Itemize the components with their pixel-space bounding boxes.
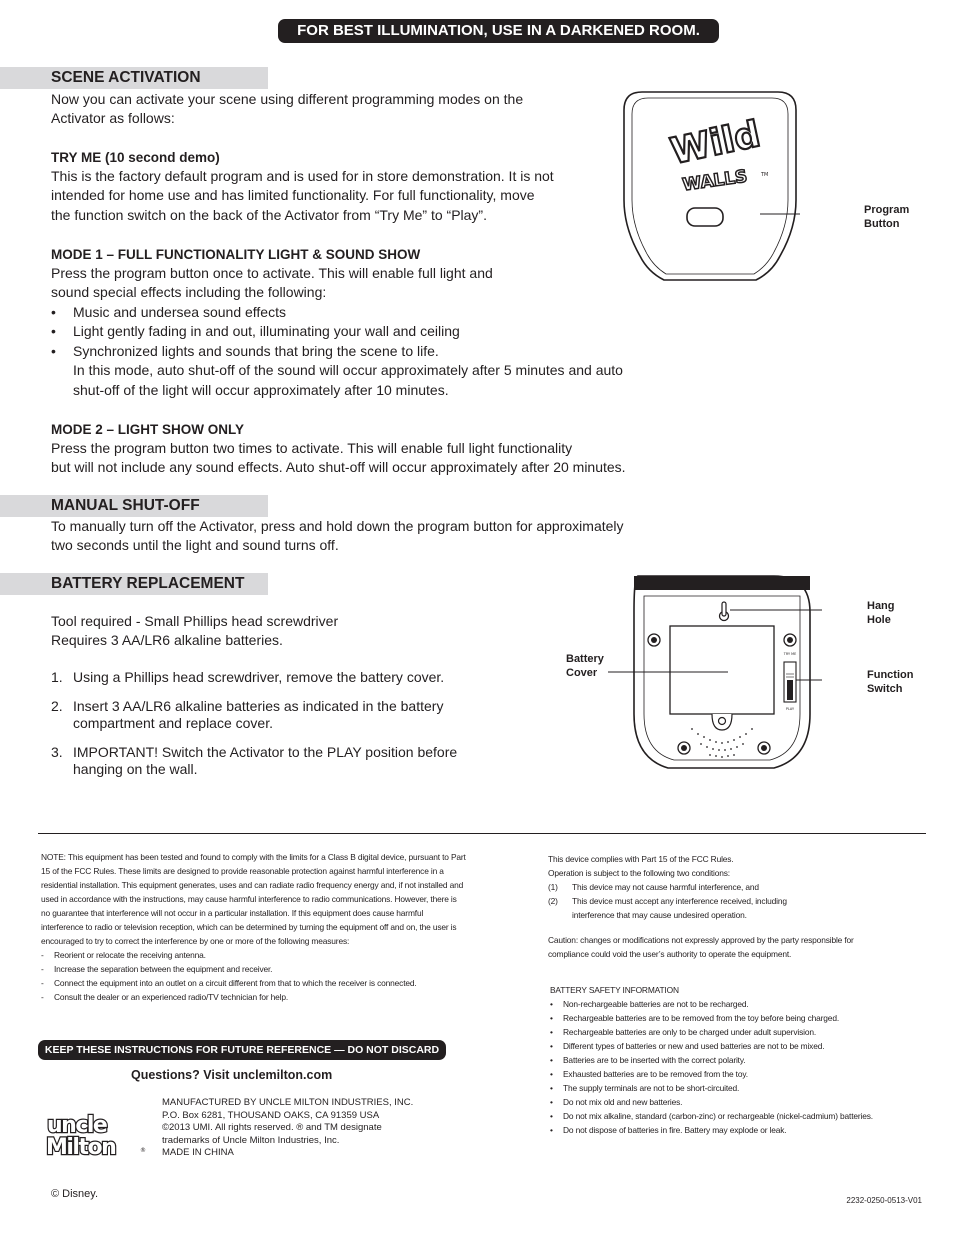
list-item <box>51 322 623 341</box>
measure-text: Connect the equipment into an outlet on a circuit different from that to which the receiver is connected. <box>54 978 417 988</box>
corner-screw-icon <box>678 742 690 754</box>
safety-item-text: Exhausted batteries are to be removed from the toy. <box>563 1069 748 1079</box>
condition-number: (2) <box>548 896 558 906</box>
fcc-note <box>41 850 466 1004</box>
step-text: Using a Phillips head screwdriver, remove the battery cover. <box>73 669 445 685</box>
program-button-callout: Program Button <box>864 204 910 230</box>
measure-text: Reorient or relocate the receiving antenna. <box>54 950 206 960</box>
switch-try-me-label: TRY ME <box>783 652 797 656</box>
compliance-condition <box>548 894 812 922</box>
list-marker: • <box>550 999 553 1009</box>
list-item <box>51 303 623 322</box>
mode2-line: Press the program button two times to activate. This will enable full light functionality <box>51 440 573 456</box>
bullet-marker: • <box>51 304 56 320</box>
disney-copyright: © Disney. <box>51 1188 99 1200</box>
program-button <box>687 208 723 226</box>
mode1-line: sound special effects including the following: <box>51 284 327 301</box>
list-marker: - <box>41 950 44 960</box>
try-me-text <box>51 167 554 225</box>
manufacturer-line: trademarks of Uncle Milton Industries, Inc. <box>162 1134 340 1146</box>
battery-requirements <box>51 612 338 651</box>
list-item <box>550 1053 920 1067</box>
condition-text: This device may not cause harmful interference, and <box>572 882 759 892</box>
battery-safety <box>550 983 920 1137</box>
list-marker: • <box>550 1083 553 1093</box>
battery-cover-callout: Battery Cover <box>566 653 604 679</box>
mode2-heading: MODE 2 – LIGHT SHOW ONLY <box>51 422 245 437</box>
activator-back-illustration <box>600 574 822 774</box>
mode1-note-line: shut-off of the light will occur approximately after 10 minutes. <box>73 381 449 398</box>
list-item <box>550 1095 920 1109</box>
list-item <box>41 948 466 962</box>
website-link[interactable]: unclemilton.com <box>232 1068 333 1082</box>
uncle-milton-logo <box>44 1112 150 1158</box>
corner-screw-icon <box>648 634 660 646</box>
fcc-note-text: NOTE: This equipment has been tested and found to comply with the limits for a Class B digital device, pursuant to Part 15 of the FCC Rules. These limits are designed to provide reasonable protection against harmful interference in a residential installation. This equipment generates, uses and can radiate radio frequency energy and, if not installed and used in accordance with the instructions, may cause harmful interference to radio communications. However, there is no guarantee that interference will not occur in a particular installation. If this equipment does cause harmful interference to radio or television reception, which can be determined by turning the equipment off and on, the user is encouraged to try to correct the interference by one or more of the following measures: <box>41 852 466 946</box>
step-text: IMPORTANT! Switch the Activator to the PLAY position before hanging on the wall. <box>73 743 458 777</box>
battery-safety-title: BATTERY SAFETY INFORMATION <box>550 985 679 995</box>
activator-front-illustration <box>620 88 800 288</box>
list-marker: - <box>41 992 44 1002</box>
list-item <box>550 1081 920 1095</box>
condition-text: This device must accept any interference received, including interference that may cause undesired operation. <box>572 896 787 920</box>
battery-steps <box>51 669 491 790</box>
scene-intro-line: Activator as follows: <box>51 110 175 127</box>
safety-item-text: Non-rechargeable batteries are not to be recharged. <box>563 999 749 1009</box>
safety-item-text: Rechargeable batteries are to be removed from the toy before being charged. <box>563 1013 839 1023</box>
top-edge <box>634 576 810 590</box>
safety-item-text: Rechargeable batteries are only to be charged under adult supervision. <box>563 1027 817 1037</box>
list-item <box>51 698 491 733</box>
list-item <box>41 990 466 1004</box>
mode1-heading: MODE 1 – FULL FUNCTIONALITY LIGHT & SOUND SHOW <box>51 247 421 262</box>
keep-instructions-banner: KEEP THESE INSTRUCTIONS FOR FUTURE REFERENCE — DO NOT DISCARD <box>38 1040 446 1060</box>
bullet-text: Music and undersea sound effects <box>73 304 286 320</box>
list-item <box>550 1109 920 1123</box>
battery-section-title: BATTERY REPLACEMENT <box>51 575 245 592</box>
list-item <box>550 997 920 1011</box>
manufacturer-line: MADE IN CHINA <box>162 1147 234 1159</box>
safety-item-text: Batteries are to be inserted with the correct polarity. <box>563 1055 746 1065</box>
list-marker: • <box>550 1027 553 1037</box>
list-marker: - <box>41 964 44 974</box>
tool-required: Tool required - Small Phillips head screwdriver <box>51 613 339 629</box>
battery-safety-list <box>550 997 920 1137</box>
scene-section-title: SCENE ACTIVATION <box>51 69 201 86</box>
safety-item-text: Do not mix old and new batteries. <box>563 1097 683 1107</box>
fcc-compliance <box>548 852 888 961</box>
logo-wild-text: Wild <box>667 113 764 173</box>
list-item <box>41 976 466 990</box>
scene-intro <box>51 90 523 129</box>
measure-text: Increase the separation between the equipment and receiver. <box>54 964 273 974</box>
illumination-banner: FOR BEST ILLUMINATION, USE IN A DARKENED ROOM. <box>278 19 719 43</box>
caution-text: Caution: changes or modifications not expressly approved by the party responsible for compliance could void the user’s authority to operate the equipment. <box>548 935 854 959</box>
battery-cover <box>670 626 774 714</box>
step-number: 3. <box>51 743 63 760</box>
safety-item-text: Different types of batteries or new and used batteries are not to be mixed. <box>563 1041 825 1051</box>
manufacturer-line: P.O. Box 6281, THOUSAND OAKS, CA 91359 USA <box>162 1109 380 1121</box>
compliance-condition <box>548 880 888 894</box>
bullet-text: Light gently fading in and out, illuminating your wall and ceiling <box>73 323 460 340</box>
list-item <box>41 962 466 976</box>
manual-text <box>51 517 624 556</box>
logo-milton-text: Milton <box>46 1135 116 1158</box>
list-marker: • <box>550 1055 553 1065</box>
logo-reg-text: ® <box>140 1147 146 1154</box>
mode1-bullets <box>51 303 623 400</box>
function-switch-callout: Function Switch <box>867 669 914 695</box>
try-me-heading: TRY ME (10 second demo) <box>51 150 220 165</box>
list-marker: • <box>550 1111 553 1121</box>
questions-line <box>131 1068 332 1082</box>
step-number: 2. <box>51 697 63 714</box>
logo-tm-text: TM <box>761 172 769 178</box>
list-item <box>550 1067 920 1081</box>
safety-item-text: The supply terminals are not to be short-circuited. <box>563 1083 740 1093</box>
list-marker: • <box>550 1069 553 1079</box>
questions-prefix: Questions? Visit <box>131 1068 233 1082</box>
list-item <box>51 342 623 400</box>
corner-screw-icon <box>784 634 796 646</box>
bullet-marker: • <box>51 323 56 340</box>
batteries-required: Requires 3 AA/LR6 alkaline batteries. <box>51 632 283 649</box>
scene-intro-line: Now you can activate your scene using different programming modes on the <box>51 91 524 107</box>
manual-line: two seconds until the light and sound turns off. <box>51 537 339 554</box>
list-marker: • <box>550 1013 553 1023</box>
list-item <box>550 1123 920 1137</box>
switch-play-label: PLAY <box>785 707 795 711</box>
cover-screw-icon <box>719 718 726 725</box>
switch-slider <box>787 680 793 700</box>
bullet-text: Synchronized lights and sounds that bring the scene to life. <box>73 342 439 359</box>
list-item <box>550 1039 920 1053</box>
list-item <box>51 744 491 779</box>
manufacturer-line: ©2013 UMI. All rights reserved. ® and TM designate <box>162 1122 382 1134</box>
safety-item-text: Do not dispose of batteries in fire. Battery may explode or leak. <box>563 1125 787 1135</box>
section-divider <box>38 833 926 834</box>
list-marker: • <box>550 1125 553 1135</box>
list-marker: • <box>550 1041 553 1051</box>
bullet-marker: • <box>51 342 56 359</box>
compliance-line: This device complies with Part 15 of the FCC Rules. <box>548 854 734 864</box>
manual-section-title: MANUAL SHUT-OFF <box>51 497 200 514</box>
step-number: 1. <box>51 669 63 685</box>
step-text: Insert 3 AA/LR6 alkaline batteries as indicated in the battery compartment and replace cover. <box>73 697 444 731</box>
logo-walls-text: WALLS <box>681 166 749 196</box>
measure-text: Consult the dealer or an experienced radio/TV technician for help. <box>54 992 289 1002</box>
mode2-line: but will not include any sound effects. Auto shut-off will occur approximately after 20 minutes. <box>51 459 626 476</box>
try-me-line: intended for home use and has limited functionality. For full functionality, move <box>51 187 535 204</box>
manual-line: To manually turn off the Activator, press and hold down the program button for approximately <box>51 518 624 534</box>
mode2-text <box>51 439 626 478</box>
manufacturer-line: MANUFACTURED BY UNCLE MILTON INDUSTRIES, INC. <box>162 1097 414 1108</box>
mode1-line: Press the program button once to activate. This will enable full light and <box>51 265 493 281</box>
corner-screw-icon <box>758 742 770 754</box>
condition-number: (1) <box>548 882 558 892</box>
mode1-text <box>51 264 493 303</box>
compliance-line: Operation is subject to the following two conditions: <box>548 868 730 878</box>
list-item <box>550 1011 920 1025</box>
list-marker: • <box>550 1097 553 1107</box>
list-item <box>550 1025 920 1039</box>
try-me-line: the function switch on the back of the Activator from “Try Me” to “Play”. <box>51 206 487 223</box>
safety-item-text: Do not mix alkaline, standard (carbon-zinc) or rechargeable (nickel-cadmium) batteries. <box>563 1111 873 1121</box>
try-me-line: This is the factory default program and is used for in store demonstration. It is not <box>51 168 554 184</box>
list-item <box>51 669 491 687</box>
fcc-measures <box>41 948 466 1004</box>
document-code: 2232-0250-0513-V01 <box>846 1196 922 1205</box>
list-marker: - <box>41 978 44 988</box>
manufacturer-info <box>162 1097 413 1160</box>
hang-hole-callout: Hang Hole <box>867 600 895 626</box>
mode1-note-line: In this mode, auto shut-off of the sound will occur approximately after 5 minutes and auto <box>73 362 623 379</box>
logo-uncle-text: uncle <box>47 1113 107 1138</box>
